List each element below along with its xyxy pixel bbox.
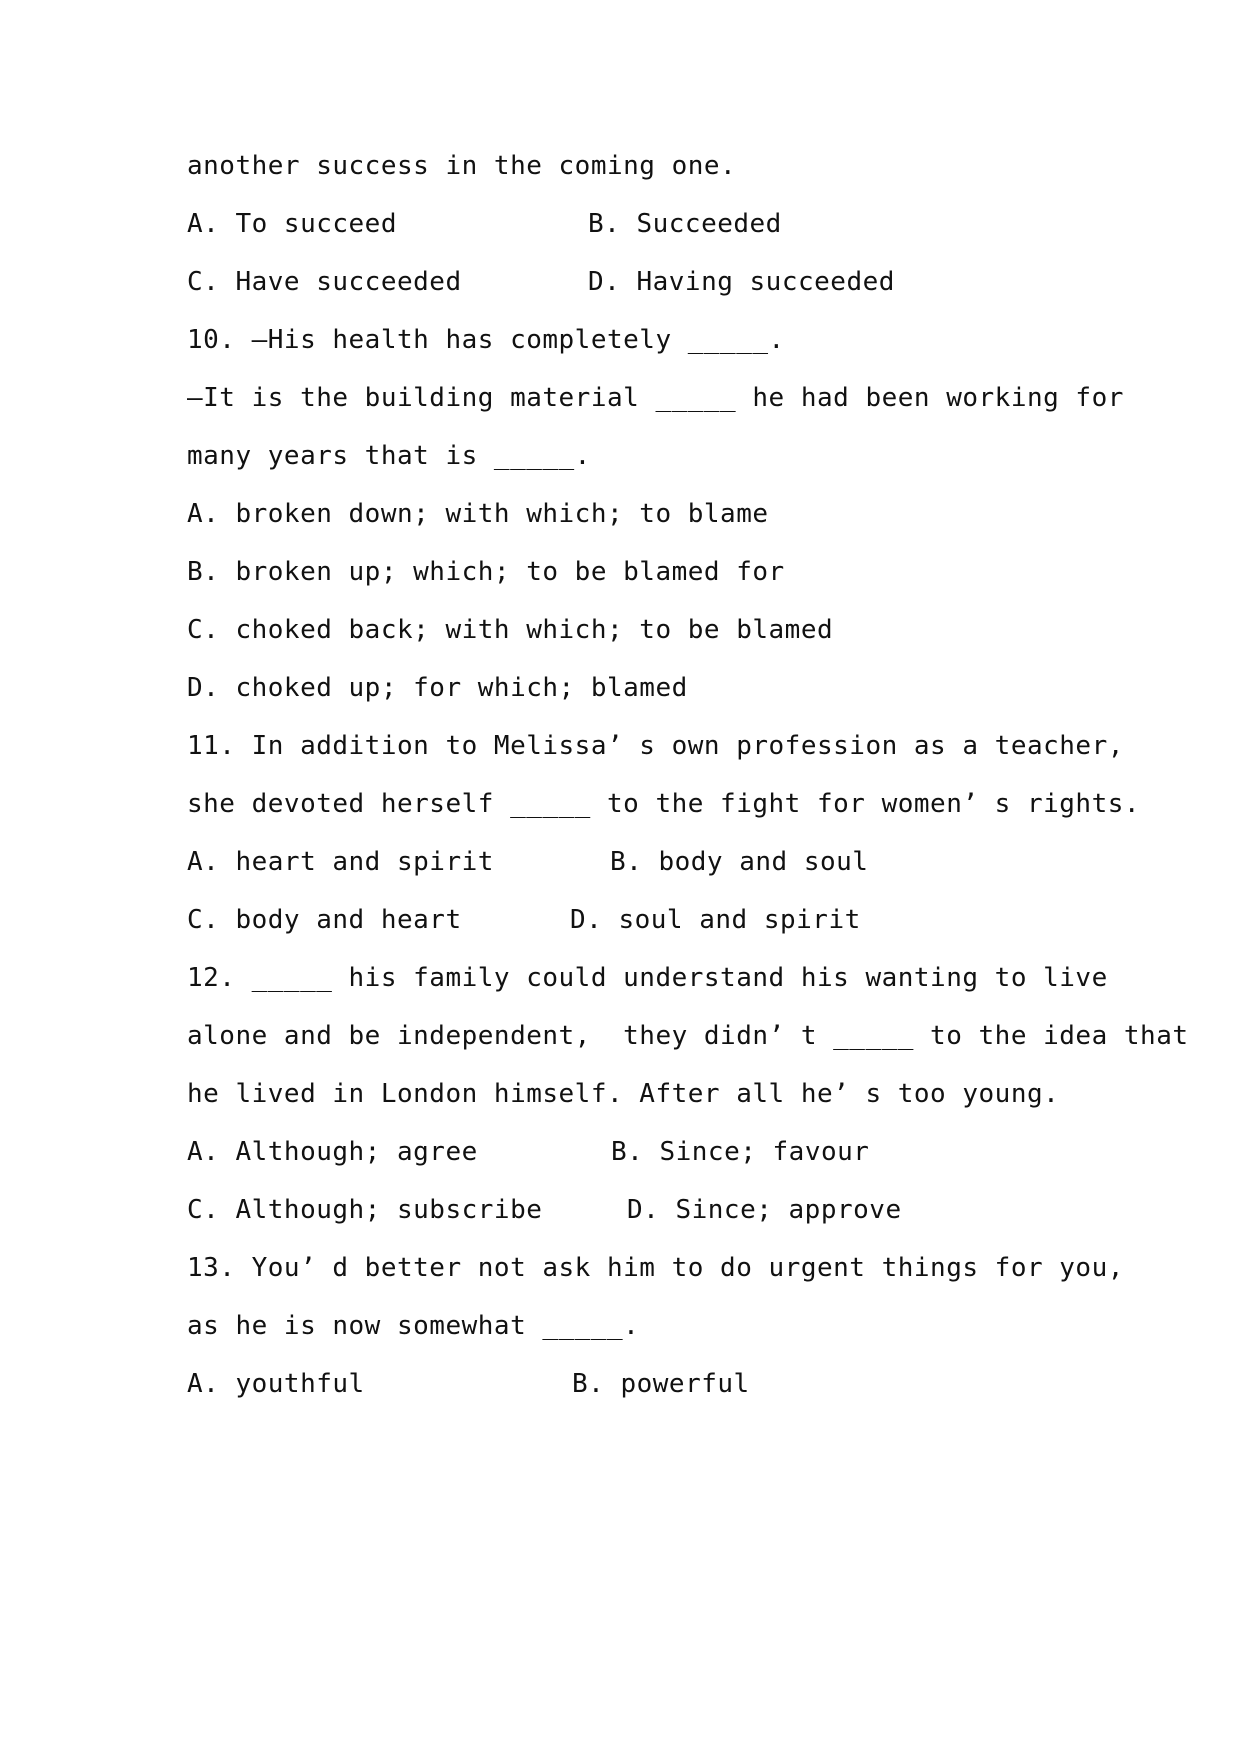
question-12-options-row-1 [187,1132,1107,1172]
question-10-stem-line-2: —It is the building material _____ he had been working for [187,383,1124,413]
question-13-options-row-1 [187,1364,1107,1404]
question-10-option-b: B. broken up; which; to be blamed for [187,557,785,587]
question-11-option-d: D. soul and spirit [570,905,861,935]
question-11-option-c: C. body and heart [187,905,462,935]
question-12-options-row-2 [187,1190,1107,1230]
question-10-stem-line-3: many years that is _____. [187,441,591,471]
question-9-option-b: B. Succeeded [588,209,782,239]
question-9-option-a: A. To succeed [187,209,397,239]
question-9-option-c: C. Have succeeded [187,267,462,297]
question-9-options-row-1 [187,204,1107,244]
question-11-stem-line-1: 11. In addition to Melissa’ s own profession as a teacher, [187,731,1124,761]
question-13-stem-line-1: 13. You’ d better not ask him to do urgent things for you, [187,1253,1124,1283]
question-12-option-d: D. Since; approve [627,1195,902,1225]
question-12-stem-line-3: he lived in London himself. After all he’ s too young. [187,1079,1060,1109]
question-13-option-b: B. powerful [572,1369,750,1399]
question-10-stem-line-1: 10. —His health has completely _____. [187,325,785,355]
question-13-option-a: A. youthful [187,1369,365,1399]
question-10-option-d: D. choked up; for which; blamed [187,673,688,703]
question-11-option-a: A. heart and spirit [187,847,494,877]
question-12-option-c: C. Although; subscribe [187,1195,543,1225]
question-9-options-row-2 [187,262,1107,302]
question-12-stem-line-1: 12. _____ his family could understand his wanting to live [187,963,1108,993]
question-12-option-a: A. Although; agree [187,1137,478,1167]
question-10-option-c: C. choked back; with which; to be blamed [187,615,834,645]
question-11-options-row-2 [187,900,1107,940]
question-10-option-a: A. broken down; with which; to blame [187,499,769,529]
question-13-stem-line-2: as he is now somewhat _____. [187,1311,640,1341]
question-12-option-b: B. Since; favour [611,1137,870,1167]
question-12-stem-line-2: alone and be independent, they didn’ t _____ to the idea that [187,1021,1189,1051]
question-11-options-row-1 [187,842,1107,882]
question-11-stem-line-2: she devoted herself _____ to the fight for women’ s rights. [187,789,1141,819]
question-9-option-d: D. Having succeeded [588,267,895,297]
question-9-continuation: another success in the coming one. [187,151,737,181]
question-11-option-b: B. body and soul [610,847,869,877]
